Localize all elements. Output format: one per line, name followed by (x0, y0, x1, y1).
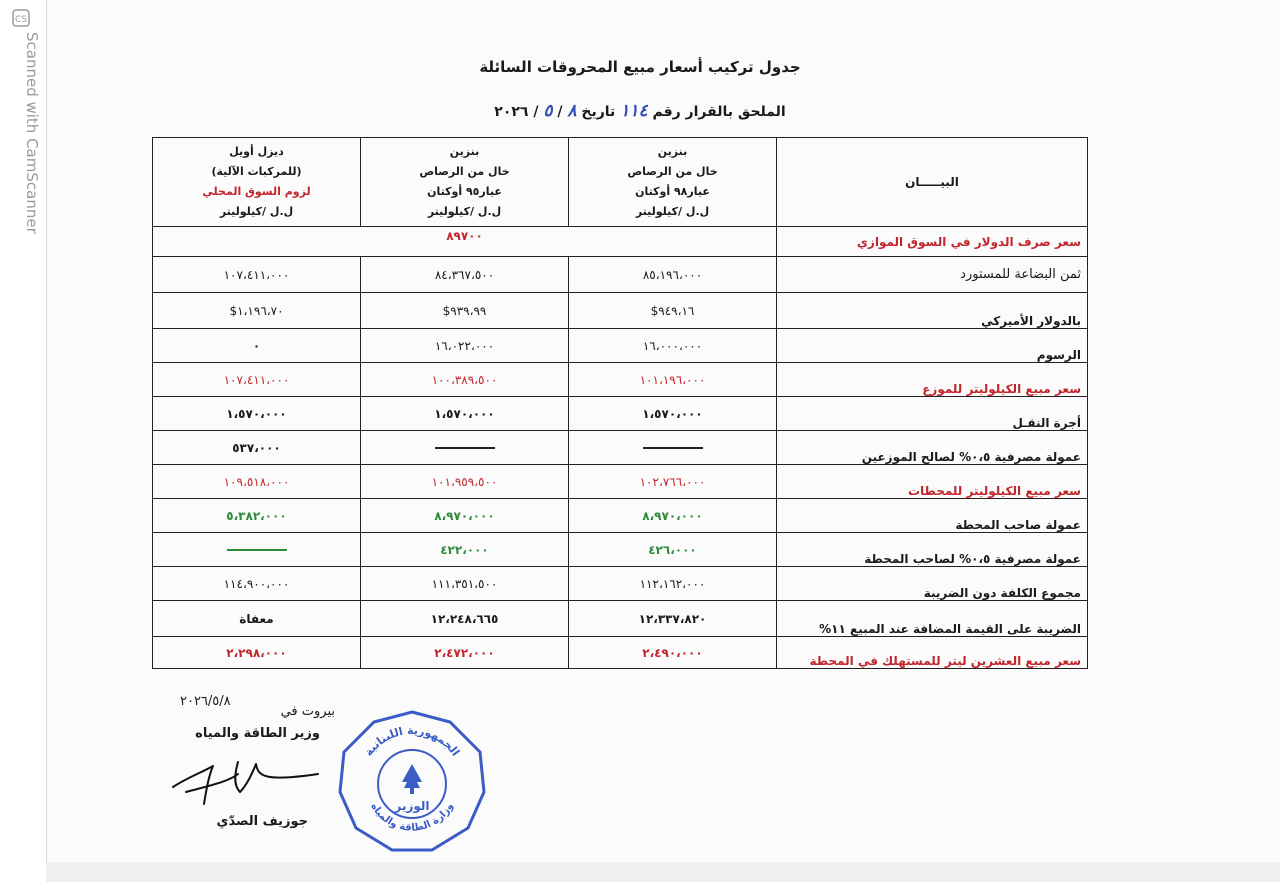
camscanner-watermark-text: Scanned with CamScanner (23, 32, 41, 234)
date-year: ٢٠٢٦ (494, 104, 529, 120)
exchange-rate-value: ٨٩٧٠٠ (153, 227, 777, 257)
seal-bottom-text: وزارة الطاقة والمياه (368, 801, 456, 834)
table-row: سعر مبيع العشرين ليتر للمستهلك في المحطة ٢،٤٩٠،٠٠٠ ٢،٤٧٢،٠٠٠ ٢،٢٩٨،٠٠٠ (153, 637, 1088, 669)
decision-number: ١١٤ (620, 101, 648, 121)
minister-name: جوزيف الصدّي (216, 814, 308, 829)
camscanner-watermark (8, 6, 41, 306)
table-row: سعر مبيع الكيلوليتر للموزع ١٠١،١٩٦،٠٠٠ ١٠٠،٣٨٩،٥٠٠ ١٠٧،٤١١،٠٠٠ (153, 363, 1088, 397)
empty-dash (227, 549, 287, 551)
fuel-price-table (152, 137, 1088, 669)
handwritten-signature (168, 752, 328, 812)
column-header-gasoline-95: بنزين خال من الرصاص عيار٩٥ أوكتان ل.ل /كيلوليتر (361, 138, 569, 227)
table-row: بالدولار الأميركي ٩٤٩،١٦$ ٩٣٩،٩٩$ ١،١٩٦،٧٠$ (153, 293, 1088, 329)
page-bottom-band (46, 862, 1280, 882)
table-header-row (153, 138, 1088, 227)
table-row: عمولة صاحب المحطة ٨،٩٧٠،٠٠٠ ٨،٩٧٠،٠٠٠ ٥،٣٨٢،٠٠٠ (153, 499, 1088, 533)
svg-text:CS: CS (15, 15, 27, 25)
table-row: أجرة النقـل ١،٥٧٠،٠٠٠ ١،٥٧٠،٠٠٠ ١،٥٧٠،٠٠٠ (153, 397, 1088, 431)
minister-title: وزير الطاقة والمياه (195, 726, 320, 741)
table-row: سعر مبيع الكيلوليتر للمحطات ١٠٢،٧٦٦،٠٠٠ ١٠١،٩٥٩،٥٠٠ ١٠٩،٥١٨،٠٠٠ (153, 465, 1088, 499)
table-row: عمولة مصرفية ٠،٥% لصالح الموزعين ٥٣٧،٠٠٠ (153, 431, 1088, 465)
label-column-header: البيـــــان (777, 138, 1088, 227)
cedar-icon (402, 764, 422, 788)
table-row: الضريبة على القيمة المضافة عند المبيع ١١% ١٢،٣٣٧،٨٢٠ ١٢،٢٤٨،٦٦٥ معفاة (153, 601, 1088, 637)
decision-line: الملحق بالقرار رقم ١١٤ تاريخ ٨ / ٥ / ٢٠٢٦ (494, 101, 786, 121)
column-header-diesel: ديزل أويل (للمركبات الآلية) لزوم السوق المحلي ل.ل /كيلوليتر (153, 138, 361, 227)
table-row: ثمن البضاعة للمستورد ٨٥،١٩٦،٠٠٠ ٨٤،٣٦٧،٥٠٠ ١٠٧،٤١١،٠٠٠ (153, 257, 1088, 293)
date-day: ٨ (567, 101, 577, 121)
table-row: عمولة مصرفية ٠،٥% لصاحب المحطة ٤٢٦،٠٠٠ ٤٢٢،٠٠٠ (153, 533, 1088, 567)
ministry-seal-icon (332, 706, 492, 856)
footer-place: بيروت في (280, 704, 335, 719)
table-row: الرسوم ١٦،٠٠٠،٠٠٠ ١٦،٠٢٢،٠٠٠ ٠ (153, 329, 1088, 363)
document-title: جدول تركيب أسعار مبيع المحروقات السائلة (479, 58, 801, 76)
column-header-gasoline-98: بنزين خال من الرصاص عيار٩٨ أوكتان ل.ل /كيلوليتر (569, 138, 777, 227)
table-row-exchange-rate (153, 227, 1088, 257)
empty-dash (643, 447, 703, 449)
seal-top-text: الجمهورية اللبنانية (361, 723, 463, 759)
empty-dash (435, 447, 495, 449)
table-row: مجموع الكلفة دون الضريبة ١١٢،١٦٢،٠٠٠ ١١١،٣٥١،٥٠٠ ١١٤،٩٠٠،٠٠٠ (153, 567, 1088, 601)
page-edge (46, 0, 47, 882)
row-label: سعر صرف الدولار في السوق الموازي (777, 227, 1088, 257)
seal-middle-text: الوزير (394, 799, 430, 813)
footer-date: ٢٠٢٦/٥/٨ (180, 694, 231, 709)
date-month: ٥ (543, 101, 553, 121)
date-label: تاريخ (581, 104, 616, 120)
decision-prefix: الملحق بالقرار رقم (652, 104, 786, 120)
